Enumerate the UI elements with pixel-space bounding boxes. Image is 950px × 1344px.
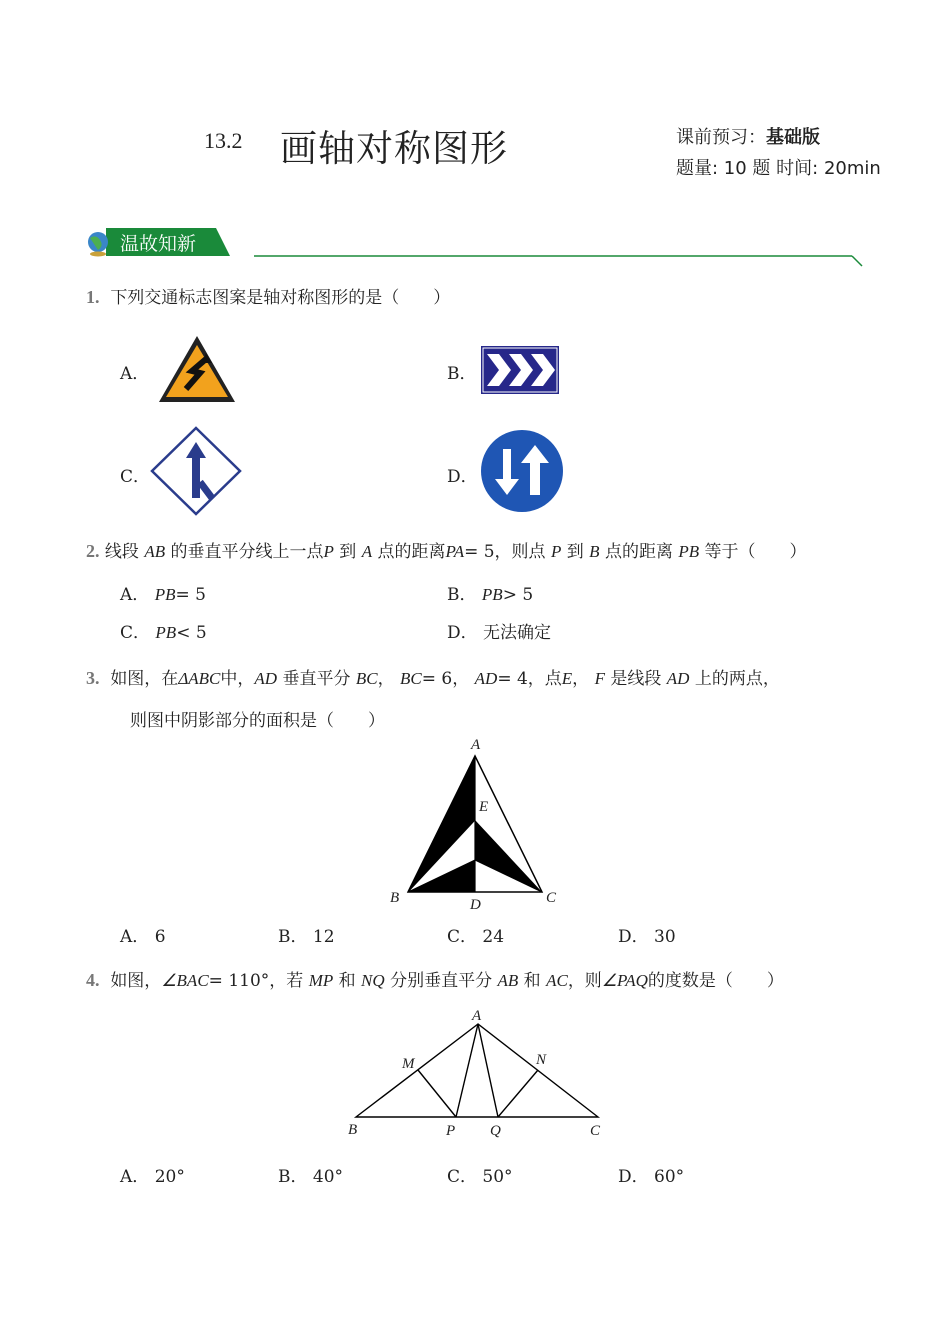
question-3-line2: 则图中阴影部分的面积是（ ） xyxy=(130,711,385,731)
option-3b: B． 12 xyxy=(278,927,335,947)
preview-label: 课前预习： xyxy=(676,127,766,148)
section-number: 13.2 xyxy=(204,128,243,153)
label-q: Q xyxy=(490,1123,501,1139)
merge-sign-icon xyxy=(150,426,242,516)
option-2d: D． 无法确定 xyxy=(447,623,552,643)
globe-icon xyxy=(88,232,108,257)
label-a: A xyxy=(472,1008,482,1024)
chevron-sign-icon xyxy=(481,346,559,394)
question-3-line1: 3. 如图，在ΔABC中，AD 垂直平分 BC， BC= 6， AD= 4，点E， F 是线段 AD 上的两点， xyxy=(86,668,780,689)
warning-sign-icon xyxy=(156,333,238,405)
section-banner xyxy=(84,224,864,270)
option-3c: C． 24 xyxy=(447,927,505,947)
triangle-figure xyxy=(380,734,570,912)
label-d: D xyxy=(470,897,481,912)
option-4b: B． 40° xyxy=(278,1167,344,1187)
option-2a: A． PB= 5 xyxy=(120,585,206,605)
label-m: M xyxy=(402,1056,415,1072)
option-2c: C． PB< 5 xyxy=(120,623,207,643)
label-b: B xyxy=(348,1122,358,1138)
option-4c: C． 50° xyxy=(447,1167,513,1187)
option-3d: D． 30 xyxy=(618,927,676,947)
label-a: A xyxy=(471,737,481,753)
question-1: 1. 下列交通标志图案是轴对称图形的是（ ） xyxy=(86,287,451,308)
bisector-figure xyxy=(340,1004,610,1144)
option-4a: A． 20° xyxy=(120,1167,185,1187)
level-label: 基础版 xyxy=(766,127,820,148)
question-2: 2. 线段 AB 的垂直平分线上一点P 到 A 点的距离PA= 5，则点 P 到 B 点的距离 PB 等于（ ） xyxy=(86,541,807,562)
option-4d: D． 60° xyxy=(618,1167,685,1187)
option-1c-letter: C． xyxy=(120,467,151,487)
label-p: P xyxy=(446,1123,456,1139)
label-n: N xyxy=(536,1052,547,1068)
option-1d-letter: D． xyxy=(447,467,478,487)
option-1b-letter: B． xyxy=(447,364,477,384)
option-2b: B． PB> 5 xyxy=(447,585,534,605)
page-title: 画轴对称图形 xyxy=(280,127,508,170)
header-meta xyxy=(676,122,881,184)
label-c: C xyxy=(590,1123,601,1139)
label-e: E xyxy=(479,799,489,815)
option-1a-letter: A． xyxy=(120,364,150,384)
two-way-sign-icon xyxy=(479,429,565,513)
question-4: 4. 如图，∠BAC= 110°，若 MP 和 NQ 分别垂直平分 AB 和 AC，则∠PAQ的度数是（ ） xyxy=(86,970,784,991)
banner-label: 温故知新 xyxy=(120,233,197,255)
option-3a: A． 6 xyxy=(120,927,166,947)
label-c: C xyxy=(546,890,557,906)
time-limit: 时间: 20min xyxy=(776,158,881,179)
label-b: B xyxy=(390,890,400,906)
question-count: 题量: 10 题 xyxy=(676,158,771,179)
